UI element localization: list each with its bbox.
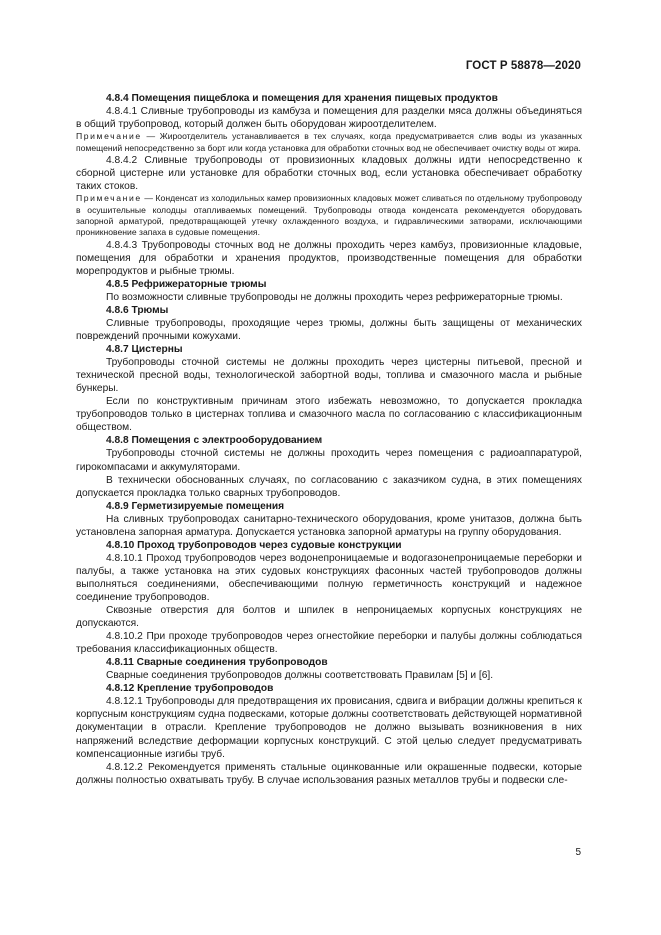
document-body [76,92,582,787]
note-text: — Жироотделитель устанавливается в тех случаях, когда предусматривается слив воды из указанных помещений непосредственно за борт или когда установка для обработки сточных вод не обеспечивает очистку воды от жира. [76,131,582,153]
section-heading: 4.8.9 Герметизируемые помещения [106,500,285,512]
body-paragraph: Трубопроводы сточной системы не должны проходить через помещения с радиоаппаратурой, гирокомпасами и аккумуляторами. [76,448,582,473]
note-label: Примечание [76,193,142,204]
body-paragraph: Сварные соединения трубопроводов должны соответствовать Правилам [5] и [6]. [106,670,494,682]
body-paragraph: Если по конструктивным причинам этого избежать невозможно, то допускается прокладка трубопроводов только в цистернах топлива и смазочного масла по согласованию с классификационным обществом. [76,396,582,434]
body-paragraph: Трубопроводы сточной системы не должны проходить через цистерны питьевой, пресной и технической пресной воды, технологической забортной воды, топлива и смазочного масла и рыбные бункеры. [76,357,582,395]
body-paragraph: 4.8.4.3 Трубопроводы сточных вод не должны проходить через камбуз, провизионные кладовые, помещения для обработки и хранения продуктов, производственные помещения для обработки морепродуктов и рыбные трюмы. [76,239,582,277]
body-paragraph: На сливных трубопроводах санитарно-технического оборудования, кроме унитазов, должна быть установлена запорная арматура. Допускается установка запорной арматуры на группу оборудования. [76,513,582,538]
body-paragraph: 4.8.12.1 Трубопроводы для предотвращения их провисания, сдвига и вибрации должны крепиться к корпусным конструкциям судна подвесками, которые должны соответствовать действующей нормативной документации в отрасли. Крепление трубопроводов не должно вызывать возникновения в них напряжений вследствие деформации корпусных конструкций. С этой целью следует предусматривать компенсационные изгибы труб. [76,696,582,760]
section-heading: 4.8.6 Трюмы [106,304,169,316]
section-heading: 4.8.8 Помещения с электрооборудованием [106,435,323,447]
document-header: ГОСТ Р 58878—2020 [465,60,581,72]
body-paragraph: Сливные трубопроводы, проходящие через трюмы, должны быть защищены от механических повреждений прочными кожухами. [76,318,582,343]
body-paragraph: В технически обоснованных случаях, по согласованию с заказчиком судна, в этих помещениях допускается прокладка только сварных трубопроводов. [76,474,582,499]
section-heading: 4.8.10 Проход трубопроводов через судовые конструкции [106,539,402,551]
body-paragraph: 4.8.10.2 При проходе трубопроводов через огнестойкие переборки и палубы должны соблюдаться требования классификационных обществ. [76,631,582,656]
note-paragraph [76,131,582,154]
section-heading: 4.8.4 Помещения пищеблока и помещения для хранения пищевых продуктов [106,93,498,104]
section-heading: 4.8.7 Цистерны [106,344,183,356]
body-paragraph: 4.8.12.2 Рекомендуется применять стальные оцинкованные или окрашенные подвески, которые должны полностью охватывать трубу. В случае использования разных металлов трубы и подвески сле- [76,761,582,786]
body-paragraph: Сквозные отверстия для болтов и шпилек в непроницаемых корпусных конструкциях не допускаются. [76,605,582,630]
section-heading: 4.8.12 Крепление трубопроводов [106,683,274,695]
body-paragraph: По возможности сливные трубопроводы не должны проходить через рефрижераторные трюмы. [106,291,563,303]
note-paragraph [76,193,582,239]
note-text: — Конденсат из холодильных камер провизионных кладовых может сливаться по отдельному трубопроводу в осушительные колодцы отапливаемых помещений. Трубопроводы отвода конденсата рекомендуется оборудовать запорной арматурой, предотвращающей утечку охлажденного воздуха, и гидравлическими затворами, исключающими проникновение запаха в судовые помещения. [76,193,582,238]
note-label: Примечание [76,131,142,142]
section-heading: 4.8.11 Сварные соединения трубопроводов [106,657,328,669]
body-paragraph: 4.8.10.1 Проход трубопроводов через водонепроницаемые и водогазонепроницаемые переборки и палубы, а также установка на этих судовых конструкциях фасонных частей трубопроводов должны выполняться соединениями, обеспечивающими полную герметичность конструкций и надежное соединение трубопроводов. [76,552,582,603]
page-number: 5 [575,847,581,858]
section-heading: 4.8.5 Рефрижераторные трюмы [106,278,267,290]
body-paragraph: 4.8.4.1 Сливные трубопроводы из камбуза и помещения для разделки мяса должны объединяться в общий трубопровод, который должен быть оборудован жироотделителем. [76,106,582,131]
body-paragraph: 4.8.4.2 Сливные трубопроводы от провизионных кладовых должны идти непосредственно к сборной цистерне или установке для обработки сточных вод, если установка обеспечивает обработку таких стоков. [76,154,582,193]
